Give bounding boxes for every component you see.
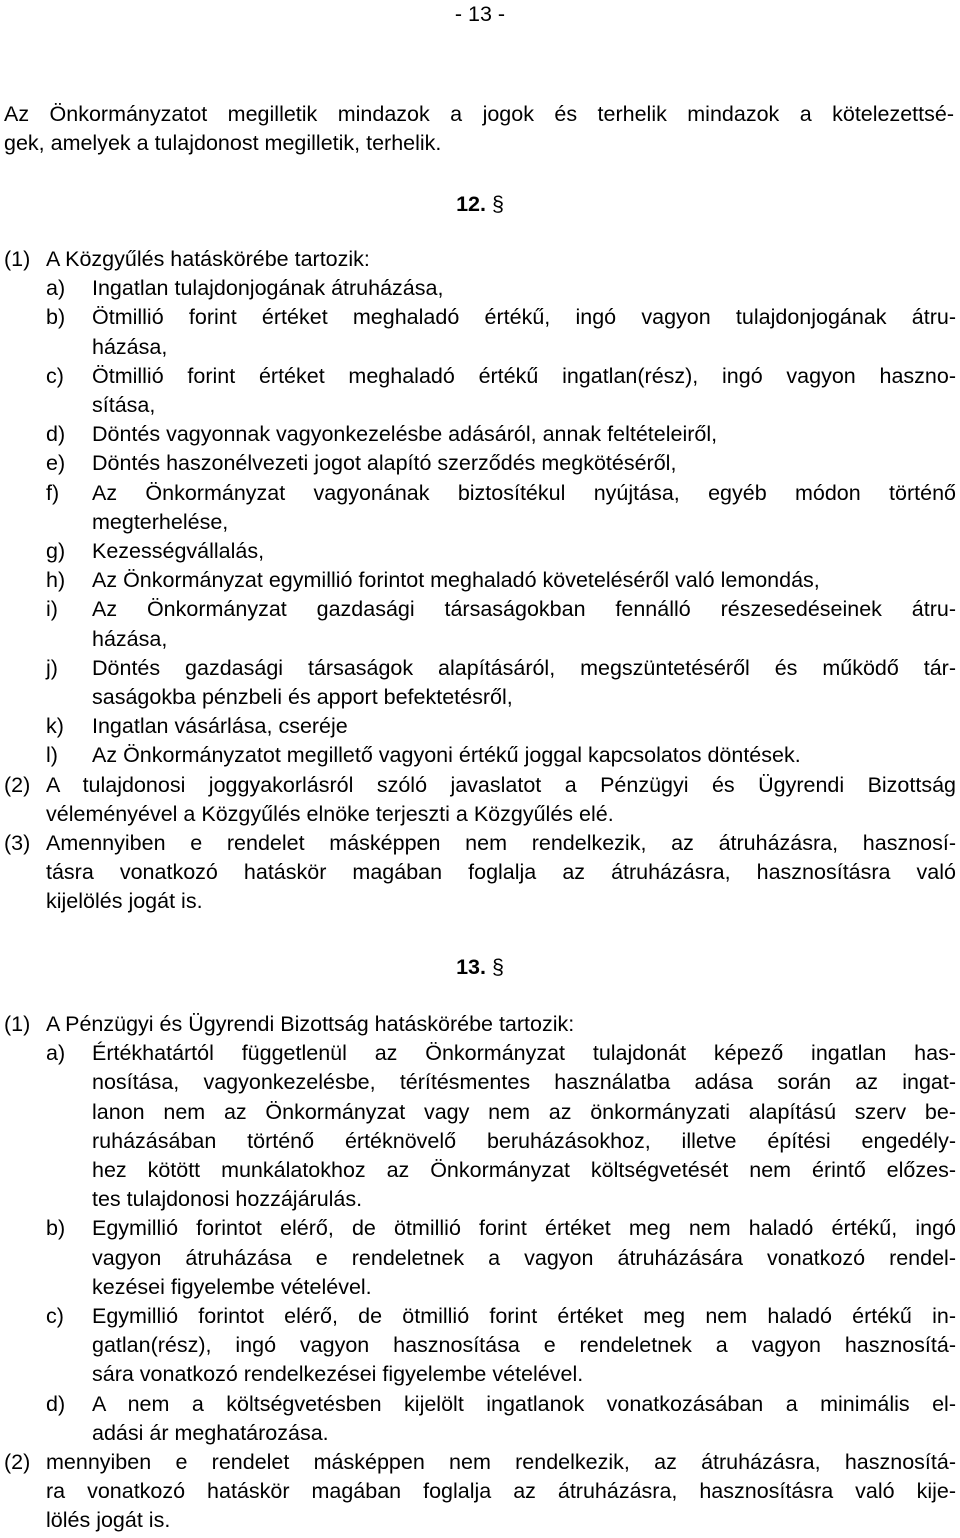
text-line: mennyiben e rendelet másképpen nem rendelkezik, az átruházásra, hasznosítá-: [46, 1450, 956, 1475]
list-item: [0, 1039, 960, 1214]
text-line: saságokba pénzbeli és apport befektetésről,: [92, 685, 513, 710]
text-line: Ötmillió forint értéket meghaladó értékű, ingó vagyon tulajdonjogának átru-: [92, 305, 956, 330]
text-line: kijelölés jogát is.: [46, 889, 203, 914]
list-item: [0, 449, 960, 478]
text-line: Ingatlan vásárlása, cseréje: [92, 714, 348, 739]
text-line: Döntés haszonélvezeti jogot alapító szerződés megkötéséről,: [92, 451, 677, 476]
section-12-heading: [0, 190, 960, 219]
text-line: ra vonatkozó hatáskör magában foglalja az átruházásra, hasznosításra való kije-: [46, 1479, 956, 1504]
list-item: [0, 420, 960, 449]
text-line: sára vonatkozó rendelkezései figyelembe vételével.: [92, 1362, 584, 1387]
item-letter: b): [46, 1216, 66, 1241]
text-line: házása,: [92, 626, 168, 651]
text-line: vagyon átruházása e rendeletnek a vagyon átruházására vonatkozó rendel-: [92, 1245, 956, 1270]
list-item: [0, 1390, 960, 1448]
text-line: Ingatlan tulajdonjogának átruházása,: [92, 276, 444, 301]
paragraph-number: (1): [4, 1012, 31, 1036]
list-item: [0, 1302, 960, 1390]
item-letter: i): [46, 597, 58, 622]
list-item: [0, 303, 960, 361]
paragraph-intro: A Pénzügyi és Ügyrendi Bizottság hatáskörébe tartozik:: [46, 1012, 575, 1036]
text-line: Kezességvállalás,: [92, 539, 265, 564]
text-line: gatlan(rész), ingó vagyon hasznosítása e rendeletnek a vagyon hasznosítá-: [92, 1333, 956, 1358]
list-item: [0, 479, 960, 537]
text-line: lanon nem az Önkormányzat vagy nem az önkormányzati alapítású szerv be-: [92, 1099, 956, 1124]
text-line: sítása,: [92, 393, 156, 418]
section-symbol: §: [491, 192, 504, 216]
section-symbol: §: [491, 955, 504, 979]
list-item: [0, 712, 960, 741]
item-letter: e): [46, 451, 66, 476]
paragraph-13-2: [0, 1448, 960, 1536]
item-letter: d): [46, 422, 66, 447]
text-line: házása,: [92, 334, 168, 359]
paragraph-12-2: [0, 771, 960, 829]
paragraph-intro: A Közgyűlés hatáskörébe tartozik:: [46, 247, 370, 271]
text-line: lölés jogát is.: [46, 1508, 171, 1533]
list-item: [0, 741, 960, 770]
paragraph-12-3: [0, 829, 960, 917]
text-line: Amennyiben e rendelet másképpen nem rendelkezik, az átruházásra, hasznosí-: [46, 831, 956, 856]
item-letter: j): [46, 655, 58, 680]
paragraph-number: (2): [4, 1450, 31, 1475]
text-line: Döntés vagyonnak vagyonkezelésbe adásáról, annak feltételeiről,: [92, 422, 718, 447]
text-line: Ötmillió forint értéket meghaladó értékű ingatlan(rész), ingó vagyon haszno-: [92, 363, 956, 388]
paragraph-number: (2): [4, 772, 31, 797]
page-number: - 13 -: [454, 2, 506, 26]
text-line: nosítása, vagyonkezelésbe, térítésmentes használatba adása során az ingat-: [92, 1070, 956, 1095]
text-line: ruházásában történő értéknövelő beruházásokhoz, illetve építési engedély-: [92, 1128, 956, 1153]
item-letter: c): [46, 363, 64, 388]
list-item: [0, 274, 960, 303]
item-letter: l): [46, 743, 58, 768]
section-12-body: [0, 245, 960, 917]
list-item: [0, 566, 960, 595]
item-letter: g): [46, 539, 66, 564]
text-line: Egymillió forintot elérő, de ötmillió forint értéket meg nem haladó értékű, ingó: [92, 1216, 956, 1241]
section-number: 13.: [456, 955, 486, 979]
item-letter: a): [46, 1041, 66, 1066]
text-line: Egymillió forintot elérő, de ötmillió forint értéket meg nem haladó értékű in-: [92, 1304, 956, 1329]
item-letter: f): [46, 480, 60, 505]
text-line: A nem a költségvetésben kijelölt ingatlanok vonatkozásában a minimális el-: [92, 1391, 956, 1416]
item-letter: h): [46, 568, 66, 593]
section-13-body: [0, 1010, 960, 1536]
list-item: [0, 362, 960, 420]
text-line: gek, amelyek a tulajdonost megilletik, terhelik.: [4, 131, 442, 155]
text-line: Az Önkormányzatot megilletik mindazok a jogok és terhelik mindazok a kötelezettsé-: [4, 102, 954, 126]
list-item: [0, 654, 960, 712]
list-item: [0, 595, 960, 653]
item-letter: c): [46, 1304, 64, 1329]
text-line: kezései figyelembe vételével.: [92, 1274, 372, 1299]
paragraph-number: (1): [4, 247, 31, 271]
text-line: Az Önkormányzat vagyonának biztosítékul nyújtása, egyéb módon történő: [92, 480, 956, 505]
section-number: 12.: [456, 192, 486, 216]
text-line: tásra vonatkozó hatáskör magában foglalja az átruházásra, hasznosításra való: [46, 860, 956, 885]
paragraph-number: (3): [4, 831, 31, 856]
item-letter: a): [46, 276, 66, 301]
paragraph-12-1: [0, 245, 960, 274]
section-13-heading: [0, 953, 960, 982]
text-line: Az Önkormányzatot megillető vagyoni értékű joggal kapcsolatos döntések.: [92, 743, 801, 768]
text-line: Az Önkormányzat gazdasági társaságokban fennálló részesedéseinek átru-: [92, 597, 956, 622]
text-line: tes tulajdonosi hozzájárulás.: [92, 1187, 363, 1212]
text-line: Döntés gazdasági társaságok alapításáról, megszüntetéséről és működő tár-: [92, 655, 956, 680]
text-line: véleményével a Közgyűlés elnöke terjeszti a Közgyűlés elé.: [46, 801, 614, 826]
intro-paragraph: [4, 100, 954, 158]
text-line: A tulajdonosi joggyakorlásról szóló javaslatot a Pénzügyi és Ügyrendi Bizottság: [46, 772, 956, 797]
list-item: [0, 1214, 960, 1302]
item-letter: k): [46, 714, 64, 739]
list-item: [0, 537, 960, 566]
item-letter: b): [46, 305, 66, 330]
paragraph-13-1: [0, 1010, 960, 1039]
text-line: Értékhatártól függetlenül az Önkormányzat tulajdonát képező ingatlan has-: [92, 1041, 956, 1066]
text-line: adási ár meghatározása.: [92, 1420, 329, 1445]
text-line: hez kötött munkálatokhoz az Önkormányzat költségvetését nem érintő előzes-: [92, 1158, 956, 1183]
item-letter: d): [46, 1391, 66, 1416]
text-line: megterhelése,: [92, 509, 229, 534]
text-line: Az Önkormányzat egymillió forintot meghaladó követeléséről való lemondás,: [92, 568, 820, 593]
